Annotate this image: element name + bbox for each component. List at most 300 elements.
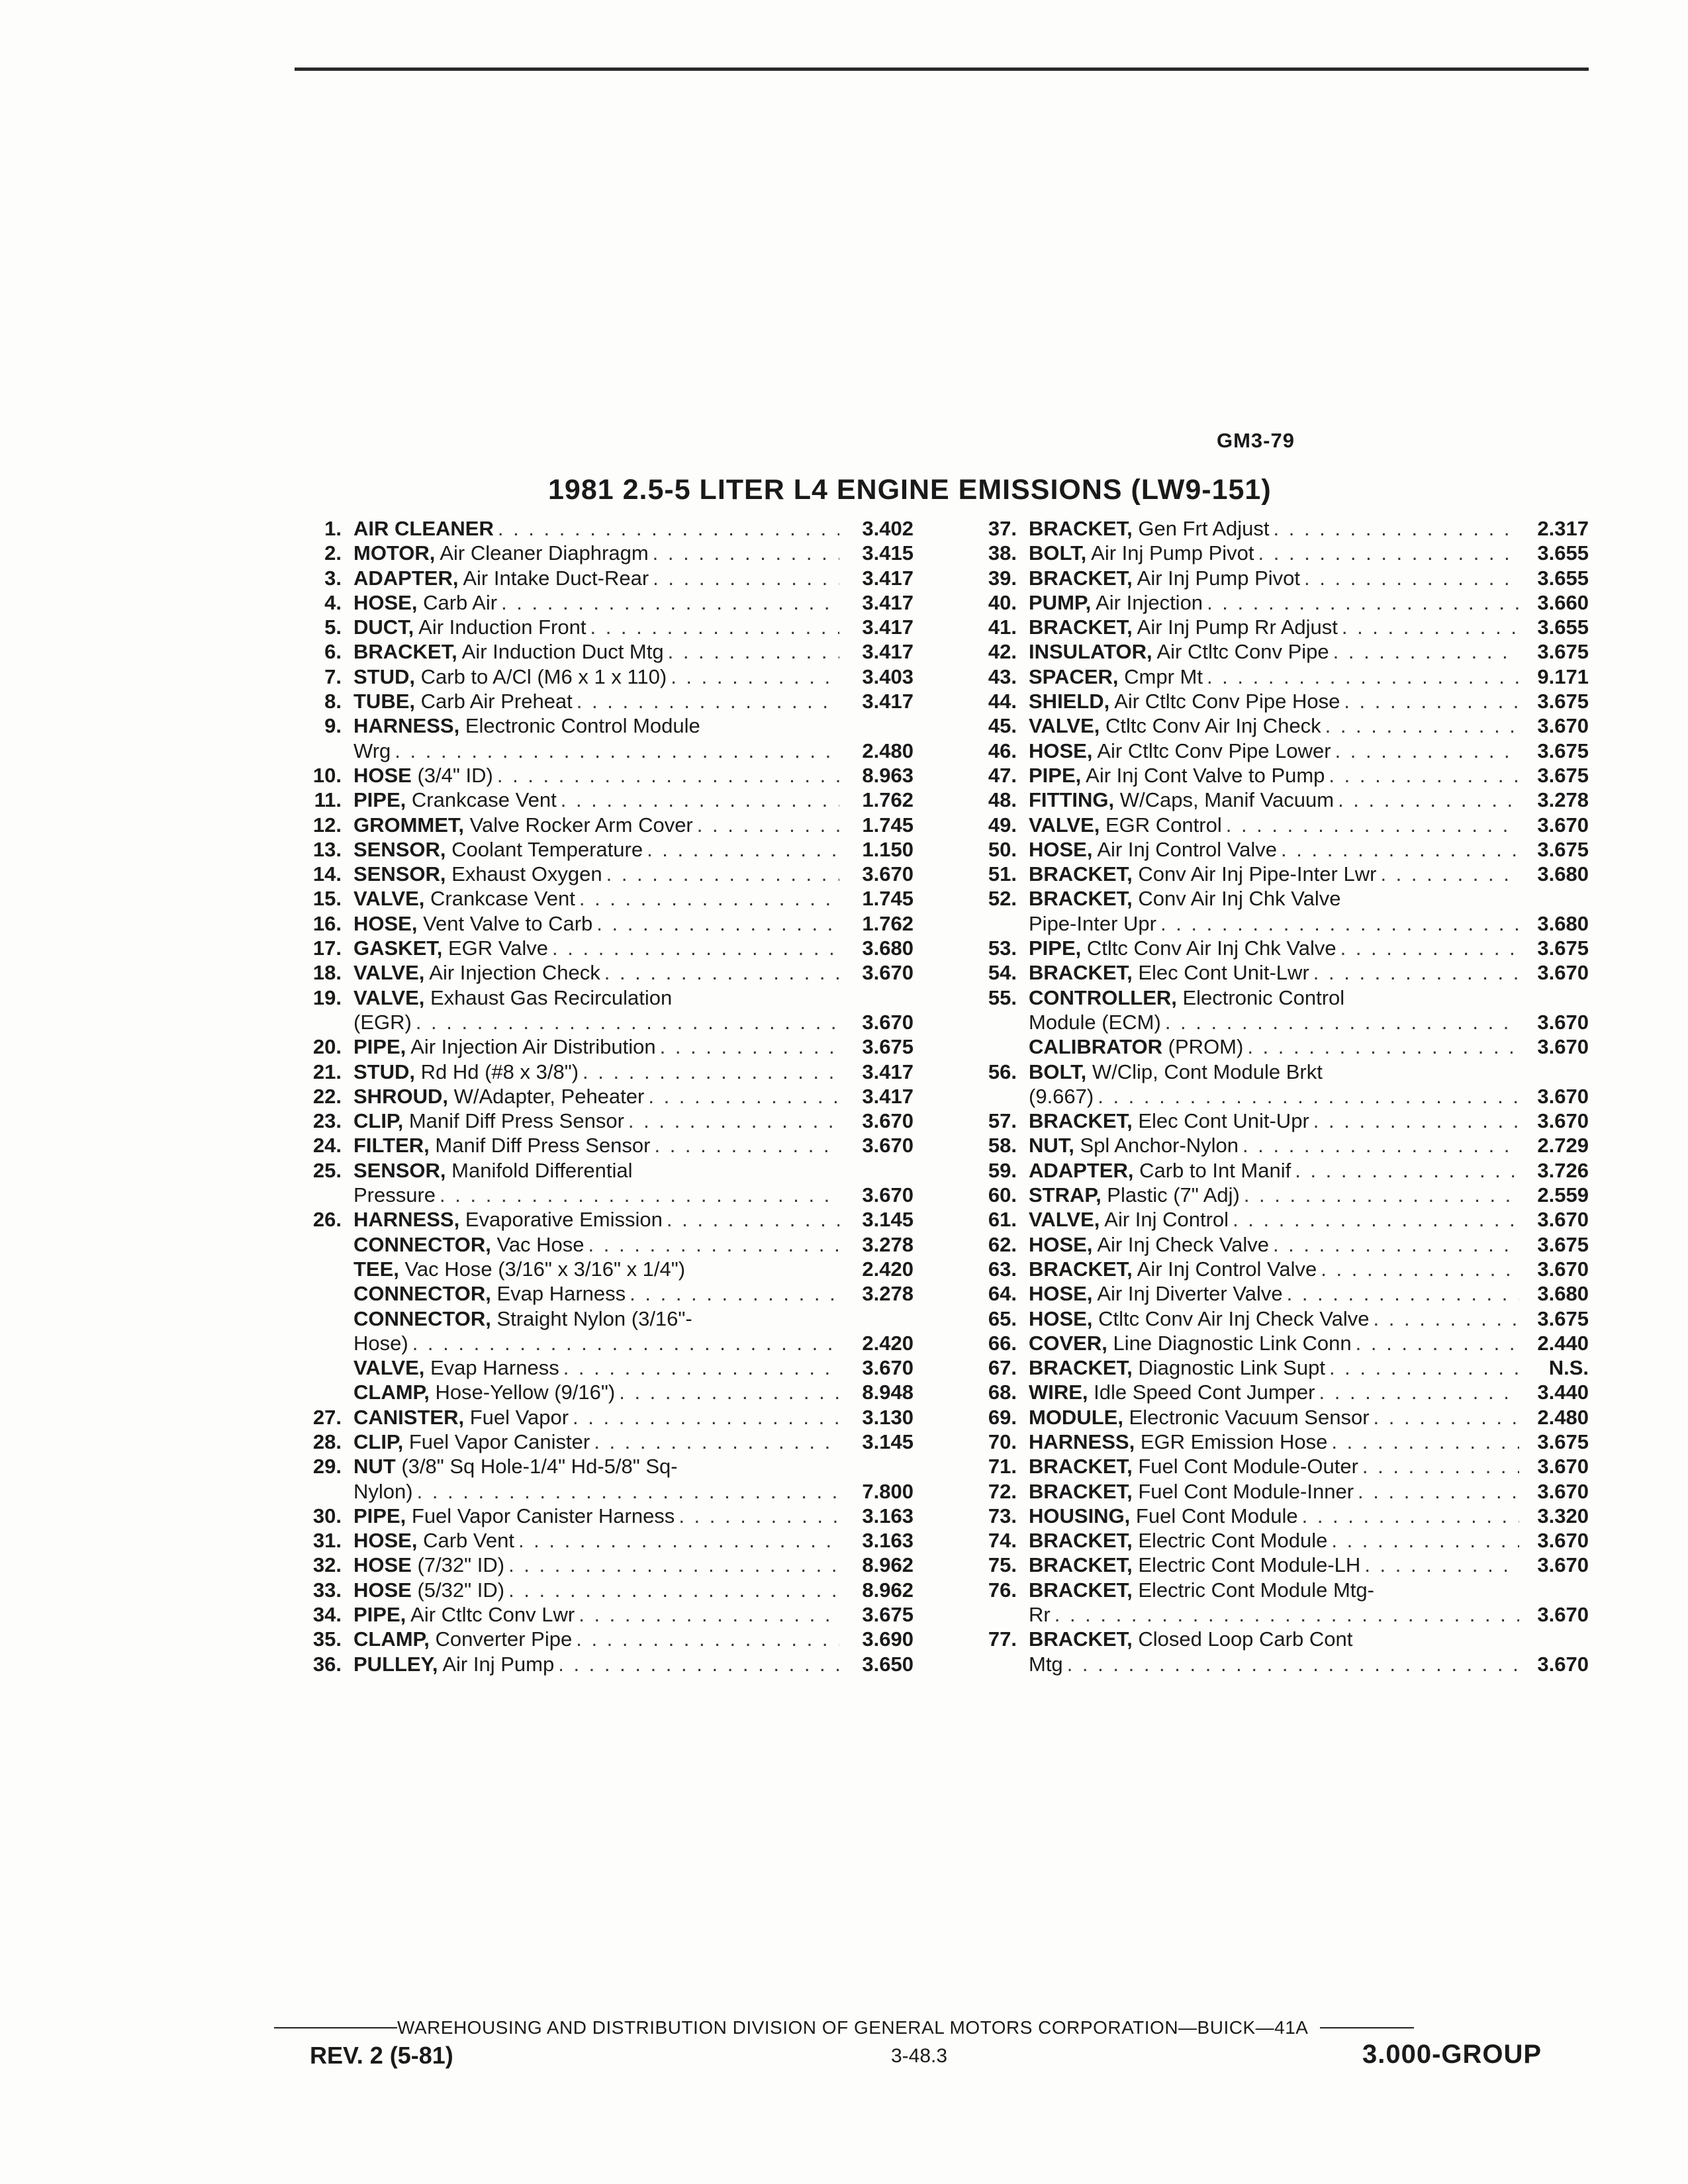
item-number: 28. xyxy=(312,1430,342,1453)
item-detail: Pressure xyxy=(353,1183,436,1207)
item-text xyxy=(353,1504,675,1528)
item-number: 57. xyxy=(988,1109,1017,1133)
item-keyword: AIR CLEANER xyxy=(353,517,494,540)
item-detail: Hose) xyxy=(353,1331,408,1355)
item-description xyxy=(1029,763,1519,788)
item-detail: Fuel Cont Module-Outer xyxy=(1132,1455,1358,1479)
parts-row xyxy=(291,985,914,1010)
item-text xyxy=(353,837,643,862)
item-number: 3. xyxy=(324,566,342,590)
parts-row xyxy=(291,566,914,590)
item-detail: Conv Air Inj Chk Valve xyxy=(1132,887,1341,911)
item-description xyxy=(1029,1034,1519,1059)
item-detail: Wrg xyxy=(353,739,391,762)
item-keyword: CONNECTOR, xyxy=(353,1282,491,1306)
parts-row xyxy=(968,516,1589,541)
group-number-cell: 3.403 xyxy=(862,664,914,688)
item-text xyxy=(1029,639,1329,664)
item-number: 70. xyxy=(988,1430,1017,1453)
item-text xyxy=(1029,788,1334,812)
group-number-cell: 2.480 xyxy=(1537,1405,1589,1429)
item-text xyxy=(353,739,391,763)
item-detail: Air Inj Control Valve xyxy=(1092,837,1278,861)
item-keyword: VALVE, xyxy=(353,985,425,1009)
item-keyword: NUT, xyxy=(1029,1134,1074,1158)
item-number: 13. xyxy=(312,837,342,861)
item-description xyxy=(1029,862,1519,886)
item-text xyxy=(1029,1578,1374,1602)
item-text xyxy=(1029,566,1300,590)
item-number: 34. xyxy=(312,1603,342,1627)
item-keyword: SENSOR, xyxy=(353,862,446,886)
item-keyword: PIPE, xyxy=(353,1603,406,1627)
item-number: 9. xyxy=(324,714,342,738)
item-keyword: HOSE, xyxy=(1029,1232,1093,1256)
item-detail: EGR Control xyxy=(1100,813,1222,837)
item-description xyxy=(353,1602,839,1627)
parts-row xyxy=(968,1060,1589,1084)
item-number: 23. xyxy=(312,1109,342,1133)
dot-leader xyxy=(1329,639,1519,664)
dot-leader xyxy=(1277,837,1519,862)
item-text xyxy=(353,813,693,837)
dot-leader xyxy=(1360,1553,1519,1577)
item-text xyxy=(353,639,664,664)
item-keyword: CANISTER, xyxy=(353,1405,465,1429)
item-detail: Coolant Temperature xyxy=(445,837,643,861)
dot-leader xyxy=(504,1578,839,1602)
parts-row xyxy=(968,689,1589,713)
item-keyword: VALVE, xyxy=(353,1356,425,1380)
item-keyword: HOSE, xyxy=(353,911,418,935)
item-detail: Evap Harness xyxy=(424,1356,559,1380)
item-number: 33. xyxy=(312,1578,342,1602)
item-text xyxy=(1029,1257,1317,1281)
item-description xyxy=(353,1133,839,1158)
item-text xyxy=(353,960,600,985)
item-keyword: INSULATOR, xyxy=(1029,640,1152,664)
item-number: 32. xyxy=(312,1553,342,1577)
parts-row xyxy=(291,1306,914,1331)
item-text xyxy=(1029,590,1203,615)
item-description xyxy=(353,664,839,689)
parts-row xyxy=(291,837,914,862)
item-description xyxy=(1029,1380,1519,1404)
dot-leader xyxy=(391,739,839,763)
item-detail: Carb to A/Cl (M6 x 1 x 110) xyxy=(415,664,667,688)
parts-row xyxy=(291,1454,914,1479)
item-number: 35. xyxy=(312,1627,342,1651)
item-text xyxy=(353,1306,692,1331)
parts-row xyxy=(291,590,914,615)
item-keyword: BOLT, xyxy=(1029,541,1087,565)
item-description xyxy=(1029,1652,1519,1676)
item-keyword: PIPE, xyxy=(353,1035,406,1059)
group-number-cell: 3.278 xyxy=(862,1232,914,1256)
item-detail: Manif Diff Press Sensor xyxy=(429,1134,651,1158)
item-text xyxy=(353,1257,685,1281)
parts-row xyxy=(291,1355,914,1380)
item-description xyxy=(353,788,839,812)
group-number-cell: 3.675 xyxy=(1537,640,1589,664)
item-detail: Spl Anchor-Nylon xyxy=(1074,1134,1239,1158)
group-number-cell: 3.440 xyxy=(1537,1381,1589,1404)
item-keyword: VALVE, xyxy=(1029,813,1100,837)
item-number: 21. xyxy=(312,1060,342,1083)
item-keyword: SENSOR, xyxy=(353,837,446,861)
parts-row xyxy=(968,713,1589,738)
item-detail: Fuel Cont Module xyxy=(1130,1504,1298,1527)
item-detail: Air Inj Pump xyxy=(438,1652,555,1676)
dot-leader xyxy=(575,1602,839,1627)
group-number-cell: 3.417 xyxy=(862,640,914,664)
item-detail: Air Cleaner Diaphragm xyxy=(435,541,649,565)
parts-row xyxy=(968,1454,1589,1479)
dot-leader xyxy=(413,1479,839,1504)
group-number-cell: 1.762 xyxy=(862,788,914,812)
item-text xyxy=(353,1281,626,1306)
dot-leader xyxy=(575,886,839,911)
parts-list-right xyxy=(968,516,1589,1676)
item-keyword: HOSE xyxy=(353,1553,412,1577)
item-detail: Carb Vent xyxy=(417,1529,514,1553)
group-number-cell: 3.670 xyxy=(1537,813,1589,837)
item-description xyxy=(353,1331,839,1355)
item-number: 64. xyxy=(988,1282,1017,1306)
item-number: 51. xyxy=(988,862,1017,886)
item-detail: Evaporative Emission xyxy=(459,1208,663,1232)
parts-row xyxy=(291,1183,914,1207)
item-number: 73. xyxy=(988,1504,1017,1527)
item-keyword: BRACKET, xyxy=(1029,1109,1133,1133)
item-text xyxy=(353,615,586,639)
dot-leader xyxy=(1327,1430,1519,1454)
parts-row xyxy=(968,911,1589,936)
item-description xyxy=(1029,566,1519,590)
item-text xyxy=(353,1183,436,1207)
item-text xyxy=(1029,1331,1352,1355)
item-number: 45. xyxy=(988,714,1017,738)
item-description xyxy=(1029,911,1519,936)
group-number-cell: 3.650 xyxy=(862,1652,914,1676)
item-text xyxy=(353,1627,572,1651)
item-detail: W/Caps, Manif Vacuum xyxy=(1114,788,1335,812)
dot-leader xyxy=(626,1281,839,1306)
item-detail: Air Ctltc Conv Pipe Hose xyxy=(1109,690,1340,713)
parts-row xyxy=(968,1602,1589,1627)
group-number-cell: 3.163 xyxy=(862,1504,914,1527)
dot-leader xyxy=(1321,713,1519,738)
item-keyword: TEE, xyxy=(353,1257,399,1281)
parts-row xyxy=(968,739,1589,763)
item-detail: Elec Cont Unit-Lwr xyxy=(1132,961,1309,985)
item-text xyxy=(353,936,548,960)
group-number-cell: 3.675 xyxy=(1537,739,1589,762)
parts-row xyxy=(968,813,1589,837)
item-detail: Ctltc Conv Air Inj Check xyxy=(1100,714,1321,738)
item-description xyxy=(353,541,839,565)
item-keyword: FITTING, xyxy=(1029,788,1115,812)
group-number-cell: 3.402 xyxy=(862,517,914,540)
item-number: 49. xyxy=(988,813,1017,837)
item-text xyxy=(353,590,497,615)
item-detail: Air Inj Check Valve xyxy=(1092,1232,1269,1256)
parts-list-left xyxy=(291,516,914,1676)
item-detail: Converter Pipe xyxy=(429,1627,573,1651)
item-keyword: BRACKET, xyxy=(1029,566,1133,590)
item-detail: Evap Harness xyxy=(491,1282,626,1306)
item-description xyxy=(1029,1627,1519,1651)
item-keyword: BRACKET, xyxy=(1029,887,1133,911)
group-number-cell: 3.655 xyxy=(1537,615,1589,639)
dot-leader xyxy=(1358,1454,1519,1479)
dot-leader xyxy=(497,590,839,615)
footer-dash-right xyxy=(1320,2027,1414,2028)
item-description xyxy=(353,1034,839,1059)
parts-row xyxy=(968,1553,1589,1577)
item-description xyxy=(1029,739,1519,763)
item-detail: Ctltc Conv Air Inj Chk Valve xyxy=(1081,936,1336,960)
group-number-cell: 7.800 xyxy=(862,1479,914,1503)
group-number-cell: 8.948 xyxy=(862,1381,914,1404)
item-detail: Air Inj Pump Rr Adjust xyxy=(1132,615,1338,639)
item-text xyxy=(353,516,494,541)
item-detail: Vac Hose xyxy=(491,1232,585,1256)
group-number-cell: 3.670 xyxy=(862,961,914,985)
item-text xyxy=(1029,1207,1229,1232)
dot-leader xyxy=(602,862,839,886)
dot-leader xyxy=(1291,1158,1519,1183)
item-text xyxy=(1029,713,1321,738)
parts-row xyxy=(968,886,1589,911)
item-detail: Conv Air Inj Pipe-Inter Lwr xyxy=(1132,862,1377,886)
item-number: 1. xyxy=(324,517,342,540)
item-text xyxy=(1029,1010,1161,1034)
item-description xyxy=(1029,837,1519,862)
item-description xyxy=(353,960,839,985)
item-keyword: HOSE, xyxy=(1029,837,1093,861)
dot-leader xyxy=(643,837,839,862)
item-description xyxy=(353,590,839,615)
item-text xyxy=(1029,837,1277,862)
item-description xyxy=(353,1183,839,1207)
item-detail: Air Injection Check xyxy=(424,961,600,985)
item-text xyxy=(1029,689,1340,713)
item-detail: Rd Hd (#8 x 3/8") xyxy=(415,1060,579,1083)
parts-row xyxy=(291,1232,914,1257)
item-number: 43. xyxy=(988,664,1017,688)
item-detail: Ctltc Conv Air Inj Check Valve xyxy=(1092,1306,1370,1330)
item-keyword: VALVE, xyxy=(1029,1208,1100,1232)
item-detail: Air Ctltc Conv Pipe Lower xyxy=(1092,739,1331,762)
dot-leader xyxy=(436,1183,839,1207)
dot-leader xyxy=(1094,1084,1519,1109)
item-text xyxy=(1029,1380,1315,1404)
item-description xyxy=(1029,615,1519,639)
parts-row xyxy=(291,1380,914,1404)
group-number-cell: 3.670 xyxy=(1537,1529,1589,1553)
item-text xyxy=(1029,1627,1352,1651)
group-number-cell: 3.670 xyxy=(1537,714,1589,738)
item-detail: Closed Loop Carb Cont xyxy=(1132,1627,1353,1651)
item-description xyxy=(353,813,839,837)
group-number-cell: 3.670 xyxy=(862,1183,914,1207)
parts-row xyxy=(291,689,914,713)
item-keyword: BRACKET, xyxy=(1029,1455,1133,1479)
group-number-cell: 3.680 xyxy=(1537,1282,1589,1306)
dot-leader xyxy=(1254,541,1519,565)
dot-leader xyxy=(1269,1232,1519,1257)
item-detail: Module (ECM) xyxy=(1029,1010,1161,1034)
page-title: 1981 2.5-5 LITER L4 ENGINE EMISSIONS (LW9-151) xyxy=(548,474,1272,506)
item-keyword: SPACER, xyxy=(1029,664,1119,688)
item-text xyxy=(353,1109,624,1133)
item-detail: Idle Speed Cont Jumper xyxy=(1088,1381,1315,1404)
item-detail: (3/4" ID) xyxy=(411,763,493,787)
group-number-cell: 3.417 xyxy=(862,690,914,713)
dot-leader xyxy=(1354,1479,1519,1504)
item-text xyxy=(1029,541,1254,565)
item-text xyxy=(353,713,700,738)
dot-leader xyxy=(1327,1528,1519,1553)
item-keyword: HOSE, xyxy=(1029,1282,1093,1306)
group-number-cell: N.S. xyxy=(1548,1356,1589,1380)
item-detail: (9.667) xyxy=(1029,1084,1094,1108)
item-description xyxy=(353,837,839,862)
item-number: 53. xyxy=(988,936,1017,960)
parts-row xyxy=(291,1627,914,1651)
item-description xyxy=(1029,639,1519,664)
group-number-cell: 1.745 xyxy=(862,813,914,837)
item-detail: (3/8" Sq Hole-1/4" Hd-5/8" Sq- xyxy=(395,1455,678,1479)
item-text xyxy=(353,985,672,1010)
revision-label: REV. 2 (5-81) xyxy=(310,2042,453,2069)
parts-row xyxy=(291,615,914,639)
parts-row xyxy=(968,1528,1589,1553)
parts-row xyxy=(291,1257,914,1281)
item-description xyxy=(353,1060,839,1084)
item-keyword: CLAMP, xyxy=(353,1381,430,1404)
item-text xyxy=(353,1380,615,1404)
parts-row xyxy=(291,1158,914,1183)
item-detail: Air Inj Diverter Valve xyxy=(1092,1282,1283,1306)
group-number-cell: 3.680 xyxy=(1537,911,1589,935)
item-description xyxy=(353,1553,839,1577)
dot-leader xyxy=(1370,1306,1519,1331)
group-number-cell: 3.278 xyxy=(1537,788,1589,812)
item-number: 46. xyxy=(988,739,1017,762)
footer-dash-left xyxy=(274,2027,397,2028)
item-detail: Valve Rocker Arm Cover xyxy=(464,813,693,837)
group-number-cell: 3.670 xyxy=(1537,1084,1589,1108)
dot-leader xyxy=(667,664,839,689)
dot-leader xyxy=(514,1528,839,1553)
item-keyword: CLAMP, xyxy=(353,1627,430,1651)
item-description xyxy=(353,763,839,788)
parts-row xyxy=(291,1207,914,1232)
item-number: 71. xyxy=(988,1455,1017,1479)
item-text xyxy=(1029,664,1203,689)
parts-row xyxy=(291,1331,914,1355)
group-number-cell: 3.670 xyxy=(1537,1035,1589,1059)
item-detail: Air Inj Cont Valve to Pump xyxy=(1081,763,1325,787)
item-number: 36. xyxy=(312,1652,342,1676)
item-keyword: PIPE, xyxy=(1029,763,1082,787)
item-number: 40. xyxy=(988,590,1017,614)
item-text xyxy=(1029,1232,1269,1257)
item-text xyxy=(1029,1430,1327,1454)
item-text xyxy=(353,664,667,689)
item-text xyxy=(1029,936,1336,960)
item-number: 47. xyxy=(988,763,1017,787)
group-number-cell: 3.670 xyxy=(1537,961,1589,985)
item-description xyxy=(353,985,839,1010)
item-number: 56. xyxy=(988,1060,1017,1083)
item-keyword: HARNESS, xyxy=(353,1208,460,1232)
group-number: 3.000-GROUP xyxy=(1362,2040,1542,2069)
parts-row xyxy=(291,788,914,812)
dot-leader xyxy=(1161,1010,1519,1034)
dot-leader xyxy=(1243,1034,1519,1059)
group-number-cell: 3.670 xyxy=(1537,1553,1589,1577)
dot-leader xyxy=(573,689,839,713)
item-text xyxy=(353,1084,644,1109)
item-keyword: HOSE xyxy=(353,763,412,787)
item-description xyxy=(353,689,839,713)
dot-leader xyxy=(656,1034,839,1059)
item-detail: W/Adapter, Peheater xyxy=(447,1084,645,1108)
catalog-code: GM3-79 xyxy=(1217,429,1295,452)
group-number-cell: 9.171 xyxy=(1537,664,1589,688)
parts-row xyxy=(968,541,1589,565)
item-description xyxy=(1029,1133,1519,1158)
item-description xyxy=(1029,1109,1519,1133)
item-number: 31. xyxy=(312,1529,342,1553)
item-number: 26. xyxy=(312,1208,342,1232)
top-rule xyxy=(295,68,1589,71)
item-detail: Electric Cont Module xyxy=(1132,1529,1328,1553)
item-detail: Mtg xyxy=(1029,1652,1063,1676)
item-text xyxy=(353,763,493,788)
item-keyword: CLIP, xyxy=(353,1109,404,1133)
item-description xyxy=(1029,541,1519,565)
parts-row xyxy=(968,1158,1589,1183)
item-number: 54. xyxy=(988,961,1017,985)
item-number: 44. xyxy=(988,690,1017,713)
dot-leader xyxy=(1331,739,1519,763)
dot-leader xyxy=(644,1084,839,1109)
item-text xyxy=(1029,911,1156,936)
parts-row xyxy=(968,837,1589,862)
item-text xyxy=(1029,739,1331,763)
group-number-cell: 3.417 xyxy=(862,566,914,590)
item-text xyxy=(1029,1405,1370,1430)
item-keyword: BRACKET, xyxy=(1029,1529,1133,1553)
item-description xyxy=(353,1010,839,1034)
item-description xyxy=(353,936,839,960)
item-keyword: HARNESS, xyxy=(1029,1430,1135,1453)
item-keyword: CONNECTOR, xyxy=(353,1306,491,1330)
item-detail: Electronic Control xyxy=(1176,985,1345,1009)
item-keyword: BRACKET, xyxy=(1029,1356,1133,1380)
item-number: 77. xyxy=(988,1627,1017,1651)
group-number-cell: 3.417 xyxy=(862,590,914,614)
item-description xyxy=(1029,1158,1519,1183)
item-text xyxy=(353,911,592,936)
item-detail: Air Intake Duct-Rear xyxy=(458,566,649,590)
item-detail: Manif Diff Press Sensor xyxy=(403,1109,624,1133)
dot-leader xyxy=(1051,1602,1519,1627)
